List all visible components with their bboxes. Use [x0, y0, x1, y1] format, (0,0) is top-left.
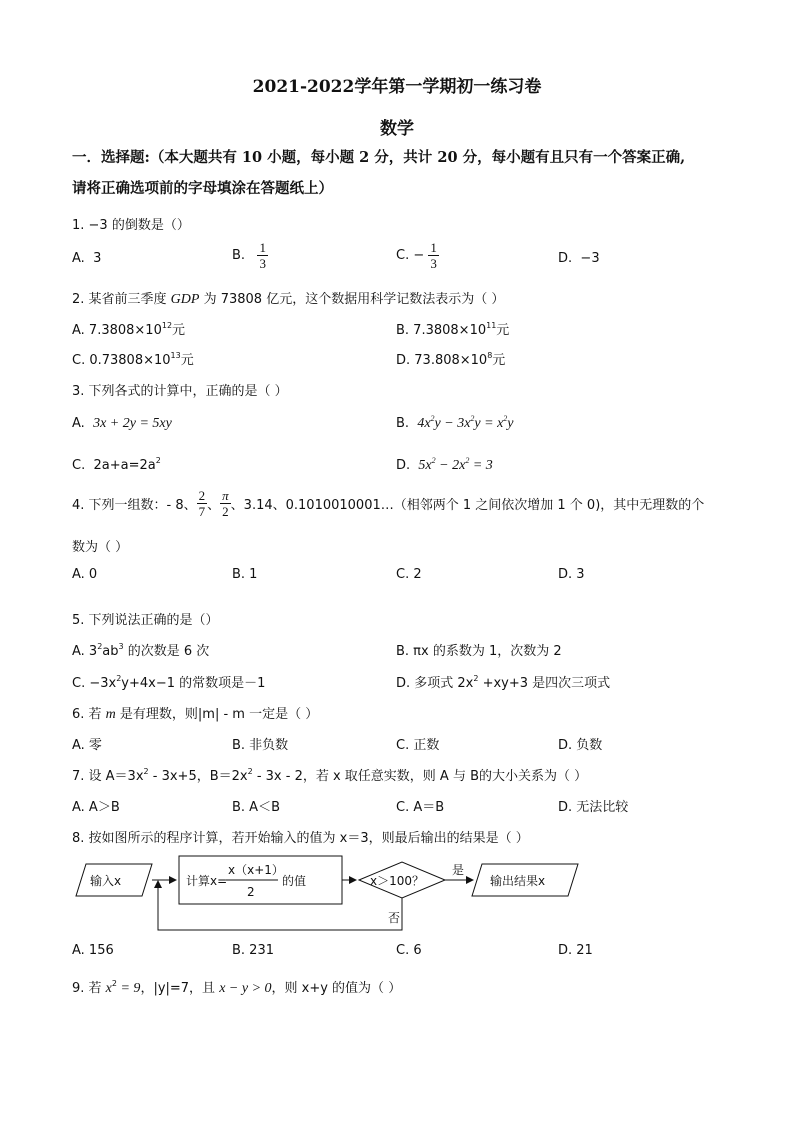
q2-option-c: C. $0.73808\times 10^{13}$元 — [72, 351, 194, 368]
output-label: 输出结果x — [490, 874, 546, 888]
section-heading-line1: 一．选择题:（本大题共有 10 小题，每小题 2 分，共计 20 分，每小题有且只有一个答案正确, — [72, 149, 686, 166]
yes-label: 是 — [452, 863, 465, 877]
compute-denominator: 2 — [247, 885, 255, 899]
compute-suffix: 的值 — [282, 874, 307, 888]
q4-fraction-2-7: $\frac{2}{7}$ — [198, 488, 206, 519]
input-label: 输入x — [90, 874, 122, 888]
q1-option-a: A. 3 — [72, 251, 102, 266]
q5-option-d: D. 多项式 $2x^2 +xy+3$ 是四次三项式 — [396, 674, 611, 691]
q6-option-c: C. 正数 — [396, 738, 440, 753]
q6-option-b: B. 非负数 — [232, 738, 289, 753]
question-9-stem: 9. 若 $x^2 = 9$，|y|=7，且 x − y > 0，则 x+y 的值为（ ） — [72, 979, 402, 996]
question-6-stem: 6. 若 m 是有理数，则|m| - m 一定是（ ） — [72, 707, 319, 722]
q1-option-b: B. $\frac{1}{3}$ — [232, 240, 266, 271]
q4-option-d: D. 3 — [558, 567, 585, 582]
q2-option-b: B. $7.3808\times 10^{11}$元 — [396, 321, 510, 338]
q8-option-c: C. 6 — [396, 943, 422, 958]
loop-arrowhead — [154, 880, 162, 888]
question-4-stem: 4. 下列一组数：- 8、 $\frac{2}{7}$ 、 $\frac{\pi}{2}$ 、3.14、0.1010010001…（相邻两个 1 之间依次增加 1 个 0)，其中无理数的个 — [72, 488, 705, 519]
q3-option-d: D. $5x^2 - 2x^2 = 3$ — [396, 456, 493, 473]
q6-option-a: A. 零 — [72, 738, 102, 753]
q4-fraction-pi-2: $\frac{\pi}{2}$ — [222, 488, 229, 519]
compute-numerator: x（x+1） — [228, 863, 284, 877]
q7-option-d: D. 无法比较 — [558, 800, 629, 815]
q2-option-d: D. $73.808\times 10^8$元 — [396, 351, 506, 368]
section-heading-line2: 请将正确选项前的字母填涂在答题纸上） — [72, 180, 333, 197]
q1-option-c: C. − $\frac{1}{3}$ — [396, 240, 437, 271]
q3-option-a: A. 3x + 2y = 5xy — [72, 416, 172, 431]
loop-line-no — [158, 882, 402, 930]
no-label: 否 — [388, 911, 401, 925]
section-heading — [72, 142, 732, 204]
compute-prefix: 计算x= — [186, 874, 228, 888]
q1-c-fraction: $\frac{1}{3}$ — [430, 240, 437, 271]
q8-option-a: A. 156 — [72, 943, 114, 958]
q7-option-b: B. A＜B — [232, 800, 280, 815]
condition-label: x＞100？ — [370, 874, 425, 888]
question-2-stem: 2. 某省前三季度 GDP 为 73808 亿元，这个数据用科学记数法表示为（ ） — [72, 292, 505, 307]
program-flowchart — [72, 850, 592, 940]
q6-option-d: D. 负数 — [558, 738, 603, 753]
q3-option-c: C. $2a+a=2a^2$ — [72, 456, 161, 473]
q8-option-d: D. 21 — [558, 943, 593, 958]
q5-option-a: A. $3^2ab^3$ 的次数是 6 次 — [72, 642, 210, 659]
exam-title: 2021-2022学年第一学期初一练习卷 — [252, 77, 542, 97]
question-4-stem-line2: 数为（ ） — [72, 540, 129, 555]
q4-option-b: B. 1 — [232, 567, 258, 582]
question-5-stem: 5. 下列说法正确的是（） — [72, 613, 219, 628]
q3-option-b: B. $4x^2y - 3x^2y = x^2y$ — [396, 414, 514, 431]
q5-option-c: C. $-3x^2y+4x-1$ 的常数项是－1 — [72, 674, 266, 691]
q8-option-b: B. 231 — [232, 943, 274, 958]
question-3-stem: 3. 下列各式的计算中，正确的是（ ） — [72, 384, 288, 399]
q4-option-c: C. 2 — [396, 567, 422, 582]
question-8-stem: 8. 按如图所示的程序计算，若开始输入的值为 x＝3，则最后输出的结果是（ ） — [72, 831, 529, 846]
q7-option-c: C. A＝B — [396, 800, 445, 815]
q4-option-a: A. 0 — [72, 567, 98, 582]
subject-title: 数学 — [380, 119, 414, 139]
question-1-stem: 1. −3 的倒数是（） — [72, 218, 190, 233]
q5-option-b: B. πx 的系数为 1，次数为 2 — [396, 644, 562, 659]
q1-b-fraction: $\frac{1}{3}$ — [259, 240, 266, 271]
q7-option-a: A. A＞B — [72, 800, 120, 815]
question-7-stem: 7. 设 $A=3x^2 - 3x+5$，$B=2x^2 - 3x - 2$，若 x 取任意实数，则 A 与 B的大小关系为（ ） — [72, 767, 588, 784]
q2-option-a: A. $7.3808\times 10^{12}$元 — [72, 321, 186, 338]
q1-option-d: D. −3 — [558, 251, 600, 266]
